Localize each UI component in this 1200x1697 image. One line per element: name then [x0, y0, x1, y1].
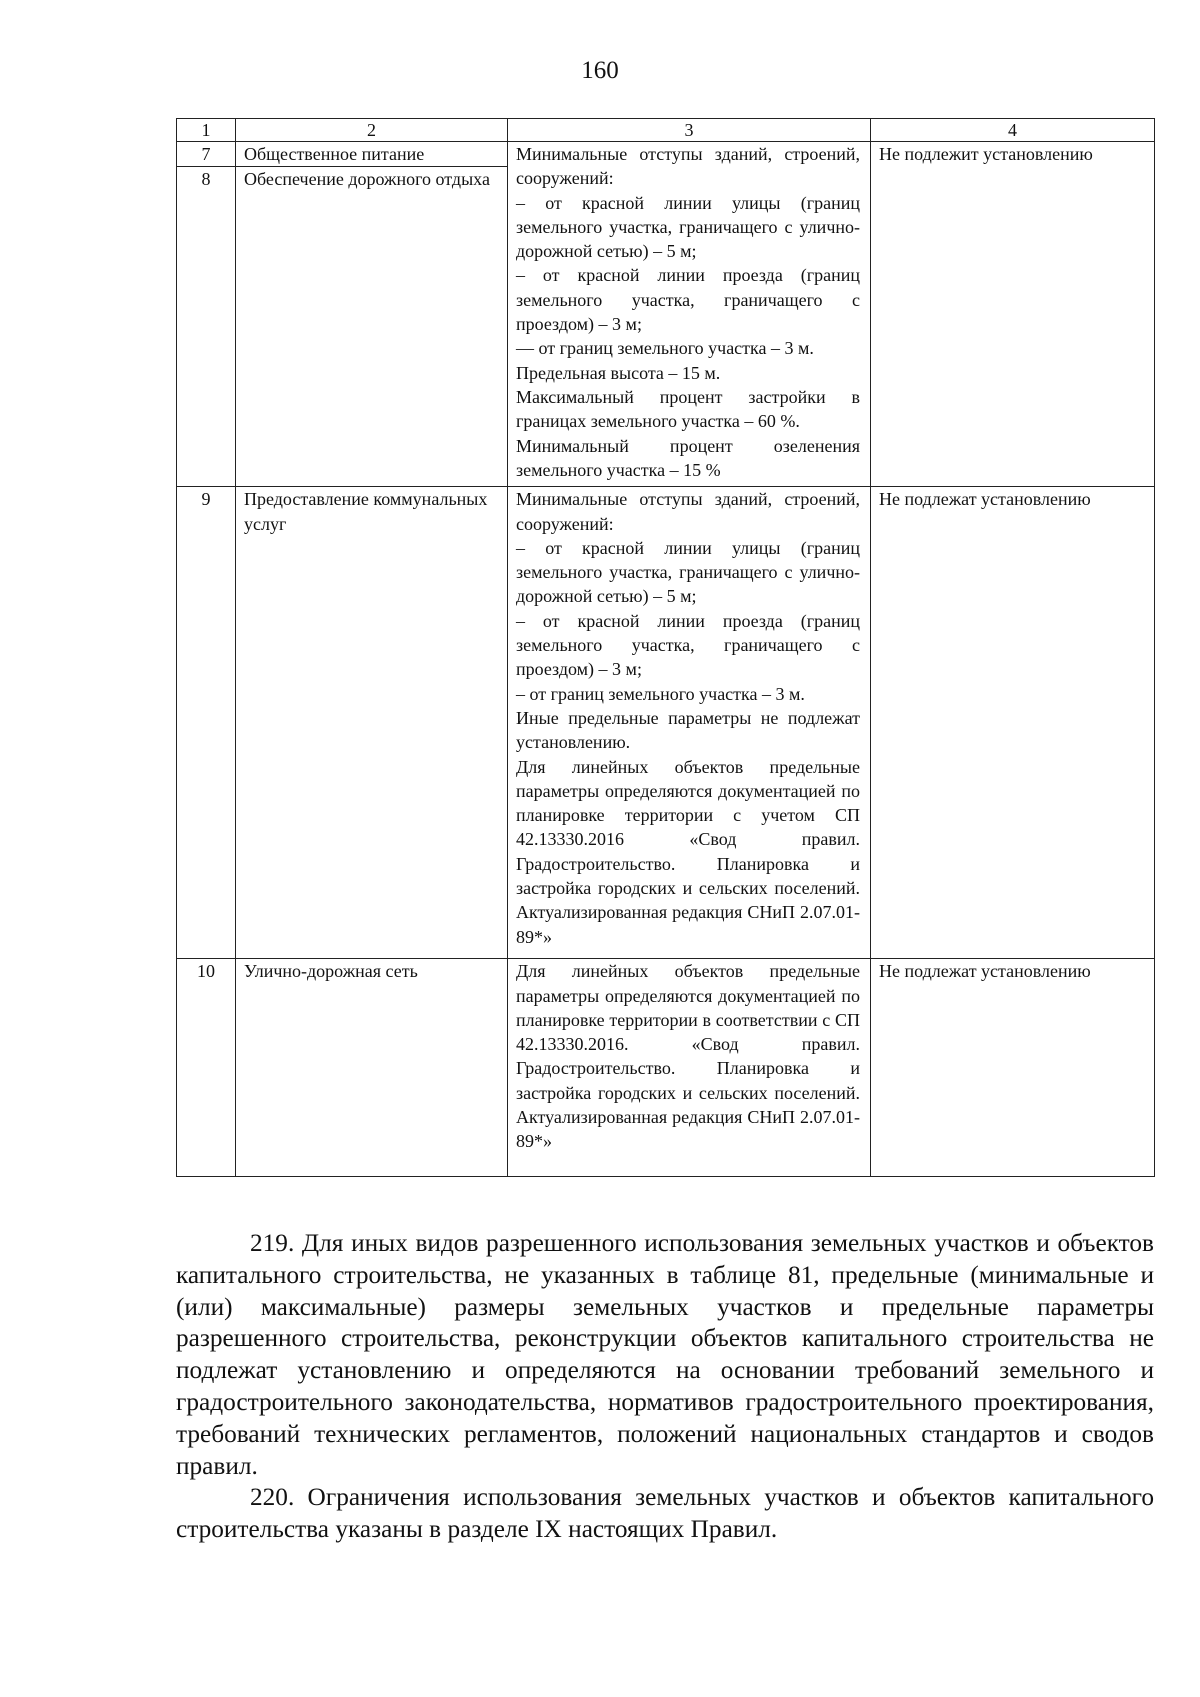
column-header: 1 — [177, 119, 236, 142]
restriction-cell: Не подлежат установлению — [871, 959, 1155, 1177]
use-type-name: Общественное питание — [236, 142, 508, 167]
use-type-name: Обеспечение дорожного отдыха — [236, 167, 508, 487]
regulations-table — [176, 118, 1155, 1177]
page-number: 160 — [581, 57, 619, 84]
paragraph-219: 219. Для иных видов разрешенного использования земельных участков и объектов капитального строительства, не указанных в таблице 81, предельные (минимальные и (или) максимальные) размеры земельных участков и предельные параметры разрешенного строительства, реконструкции объектов капитального строительства не подлежат установлению и определяются на основании требований земельного и градостроительного законодательства, нормативов градостроительного проектирования, требований технических регламентов, положений национальных стандартов и сводов правил. — [176, 1229, 1154, 1480]
row-number: 7 — [177, 142, 236, 167]
param-line: — от границ земельного участка – 3 м. — [516, 338, 814, 359]
param-line: Иные предельные параметры не подлежат установлению. — [516, 707, 860, 753]
column-header: 2 — [236, 119, 508, 142]
param-line: Минимальные отступы зданий, строений, сооружений: — [516, 144, 860, 189]
row-number: 10 — [177, 959, 236, 1177]
param-line: Максимальный процент застройки в границах земельного участка – 60 %. — [516, 386, 860, 432]
param-line: – от красной линии проезда (границ земельного участка, граничащего с проездом) – 3 м; — [516, 265, 860, 335]
table-row — [177, 487, 1155, 959]
param-line: – от границ земельного участка – 3 м. — [516, 683, 805, 704]
column-header: 3 — [508, 119, 871, 142]
table-header-row — [177, 119, 1155, 142]
param-line: Предельная высота – 15 м. — [516, 362, 721, 383]
use-type-name: Улично-дорожная сеть — [236, 959, 508, 1177]
paragraph-220: 220. Ограничения использования земельных участков и объектов капитального строительства указаны в разделе IX настоящих Правил. — [176, 1483, 1154, 1544]
param-line: – от красной линии улицы (границ земельного участка, граничащего с улично-дорожной сетью) – 5 м; — [516, 192, 860, 262]
param-line: Минимальный процент озеленения земельного участка – 15 % — [516, 435, 860, 480]
table-row — [177, 142, 1155, 167]
restriction-cell: Не подлежит установлению — [871, 142, 1155, 487]
param-line: – от красной линии проезда (границ земельного участка, граничащего с проездом) – 3 м; — [516, 610, 860, 680]
restriction-cell: Не подлежат установлению — [871, 487, 1155, 959]
parameters-cell — [508, 487, 871, 959]
column-header: 4 — [871, 119, 1155, 142]
row-number: 8 — [177, 167, 236, 487]
row-number: 9 — [177, 487, 236, 959]
param-line: – от красной линии улицы (границ земельного участка, граничащего с улично-дорожной сетью) – 5 м; — [516, 537, 860, 607]
param-line: Минимальные отступы зданий, строений, сооружений: — [516, 489, 860, 534]
param-line: Для линейных объектов предельные параметры определяются документацией по планировке территории в соответствии с СП 42.13330.2016. «Свод правил. Градостроительство. Планировка и застройка городских и сельских поселений. Актуализированная редакция СНиП 2.07.01-89*» — [516, 961, 860, 1152]
parameters-cell — [508, 959, 871, 1177]
param-line: Для линейных объектов предельные параметры определяются документацией по планировке территории с учетом СП 42.13330.2016 «Свод правил. Градостроительство. Планировка и застройка городских и сельских поселений. Актуализированная редакция СНиП 2.07.01-89*» — [516, 756, 860, 947]
parameters-cell — [508, 142, 871, 487]
table-row — [177, 959, 1155, 1177]
body-text — [176, 1228, 1154, 1546]
use-type-name: Предоставление коммунальных услуг — [236, 487, 508, 959]
